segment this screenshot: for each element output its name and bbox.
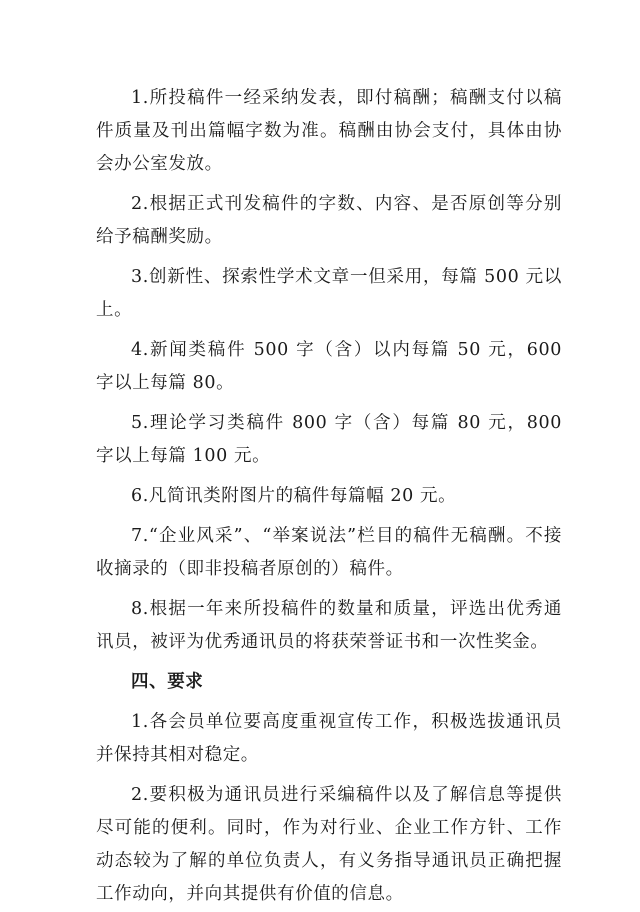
payment-item-1: 1.所投稿件一经采纳发表，即付稿酬；稿酬支付以稿件质量及刊出篇幅字数为准。稿酬由协会支付，具体由协会办公室发放。: [96, 88, 562, 174]
payment-item-2: 2.根据正式刊发稿件的字数、内容、是否原创等分别给予稿酬奖励。: [96, 194, 562, 247]
payment-item-8: 8.根据一年来所投稿件的数量和质量，评选出优秀通讯员，被评为优秀通讯员的将获荣誉证书和一次性奖金。: [96, 599, 562, 652]
payment-item-3: 3.创新性、探索性学术文章一但采用，每篇 500 元以上。: [96, 267, 562, 320]
payment-item-4: 4.新闻类稿件 500 字（含）以内每篇 50 元，600 字以上每篇 80。: [96, 340, 562, 393]
requirement-item-2: 2.要积极为通讯员进行采编稿件以及了解信息等提供尽可能的便利。同时，作为对行业、企业工作方针、工作动态较为了解的单位负责人，有义务指导通讯员正确把握工作动向，并向其提供有价值的信息。: [96, 785, 562, 904]
payment-item-6: 6.凡简讯类附图片的稿件每篇幅 20 元。: [131, 486, 457, 506]
requirement-item-1: 1.各会员单位要高度重视宣传工作，积极选拔通讯员并保持其相对稳定。: [96, 712, 562, 765]
document-page: [96, 82, 562, 911]
payment-item-5: 5.理论学习类稿件 800 字（含）每篇 80 元，800 字以上每篇 100 元。: [96, 413, 562, 466]
section-heading-requirements: 四、要求: [131, 672, 204, 692]
payment-item-7: 7.“企业风采”、“举案说法”栏目的稿件无稿酬。不接收摘录的（即非投稿者原创的）稿件。: [96, 526, 562, 579]
